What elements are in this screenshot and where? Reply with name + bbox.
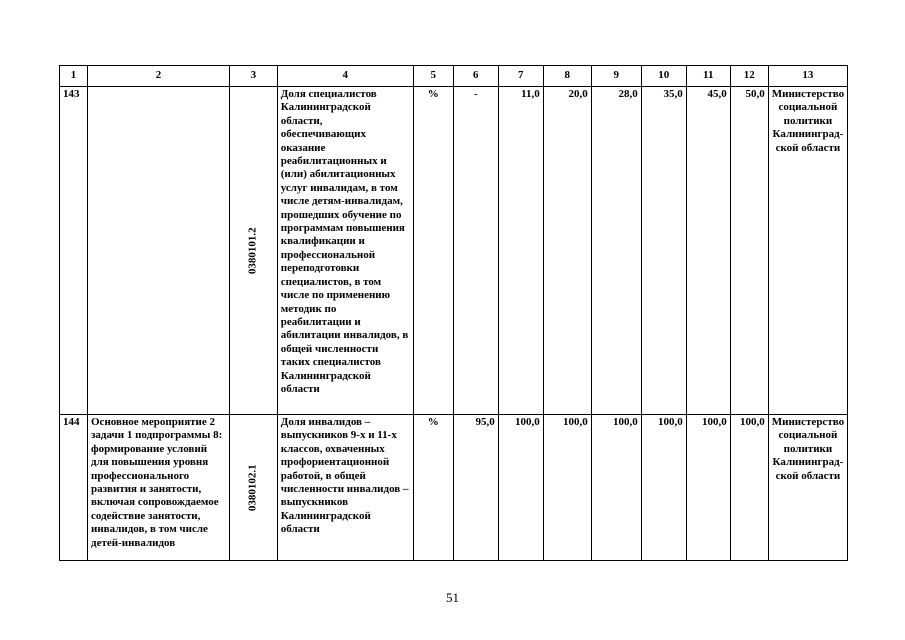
value-cell: 100,0: [543, 415, 591, 561]
budget-code-cell: [230, 415, 278, 561]
executor-cell: Министерство социальной политики Калининград-ской области: [768, 415, 847, 561]
indicator-cell: Доля специалистов Калининградской области, обеспечивающих оказание реабилитационных и (или) абилитационных услуг инвалидам, в том числе детям-инвалидам, прошедших обучение по программам повышения квалификации и профессиональной переподготовки специалистов, в том числе по применению методик по реабилитации и абилитации инвалидов, в общей численности таких специалистов Калининградской области: [277, 87, 413, 415]
budget-code: 0380101.2: [246, 227, 259, 274]
value-cell: 100,0: [686, 415, 730, 561]
table-row: [60, 415, 848, 561]
budget-code-cell: [230, 87, 278, 415]
row-number: 143: [60, 87, 88, 415]
measure-cell: [88, 87, 230, 415]
unit-cell: %: [413, 87, 453, 415]
column-header: 7: [498, 66, 543, 87]
column-header-row: [60, 66, 848, 87]
column-header: 10: [641, 66, 686, 87]
value-cell: 95,0: [453, 415, 498, 561]
column-header: 4: [277, 66, 413, 87]
value-cell: 45,0: [686, 87, 730, 415]
indicator-cell: Доля инвалидов – выпускников 9-х и 11-х классов, охваченных профориентационной работой, в общей численности инвалидов – выпускников Калининградской области: [277, 415, 413, 561]
column-header: 9: [591, 66, 641, 87]
value-cell: 50,0: [730, 87, 768, 415]
value-cell: 100,0: [730, 415, 768, 561]
value-cell: 100,0: [591, 415, 641, 561]
column-header: 5: [413, 66, 453, 87]
value-cell: 35,0: [641, 87, 686, 415]
column-header: 8: [543, 66, 591, 87]
column-header: 12: [730, 66, 768, 87]
column-header: 13: [768, 66, 847, 87]
column-header: 3: [230, 66, 278, 87]
value-cell: 11,0: [498, 87, 543, 415]
column-header: 6: [453, 66, 498, 87]
value-cell: -: [453, 87, 498, 415]
column-header: 11: [686, 66, 730, 87]
page-number: 51: [446, 590, 459, 605]
table-row: [60, 87, 848, 415]
executor-cell: Министерство социальной политики Калининград-ской области: [768, 87, 847, 415]
unit-cell: %: [413, 415, 453, 561]
budget-code: 0380102.1: [246, 464, 259, 511]
row-number: 144: [60, 415, 88, 561]
value-cell: 100,0: [498, 415, 543, 561]
column-header: 1: [60, 66, 88, 87]
indicators-table: [59, 65, 848, 561]
measure-cell: Основное мероприятие 2 задачи 1 подпрограммы 8: формирование условий для повышения уровня профессионального развития и занятости, включая сопровождаемое содействие занятости, инвалидов, в том числе детей-инвалидов: [88, 415, 230, 561]
value-cell: 28,0: [591, 87, 641, 415]
value-cell: 100,0: [641, 415, 686, 561]
column-header: 2: [88, 66, 230, 87]
value-cell: 20,0: [543, 87, 591, 415]
